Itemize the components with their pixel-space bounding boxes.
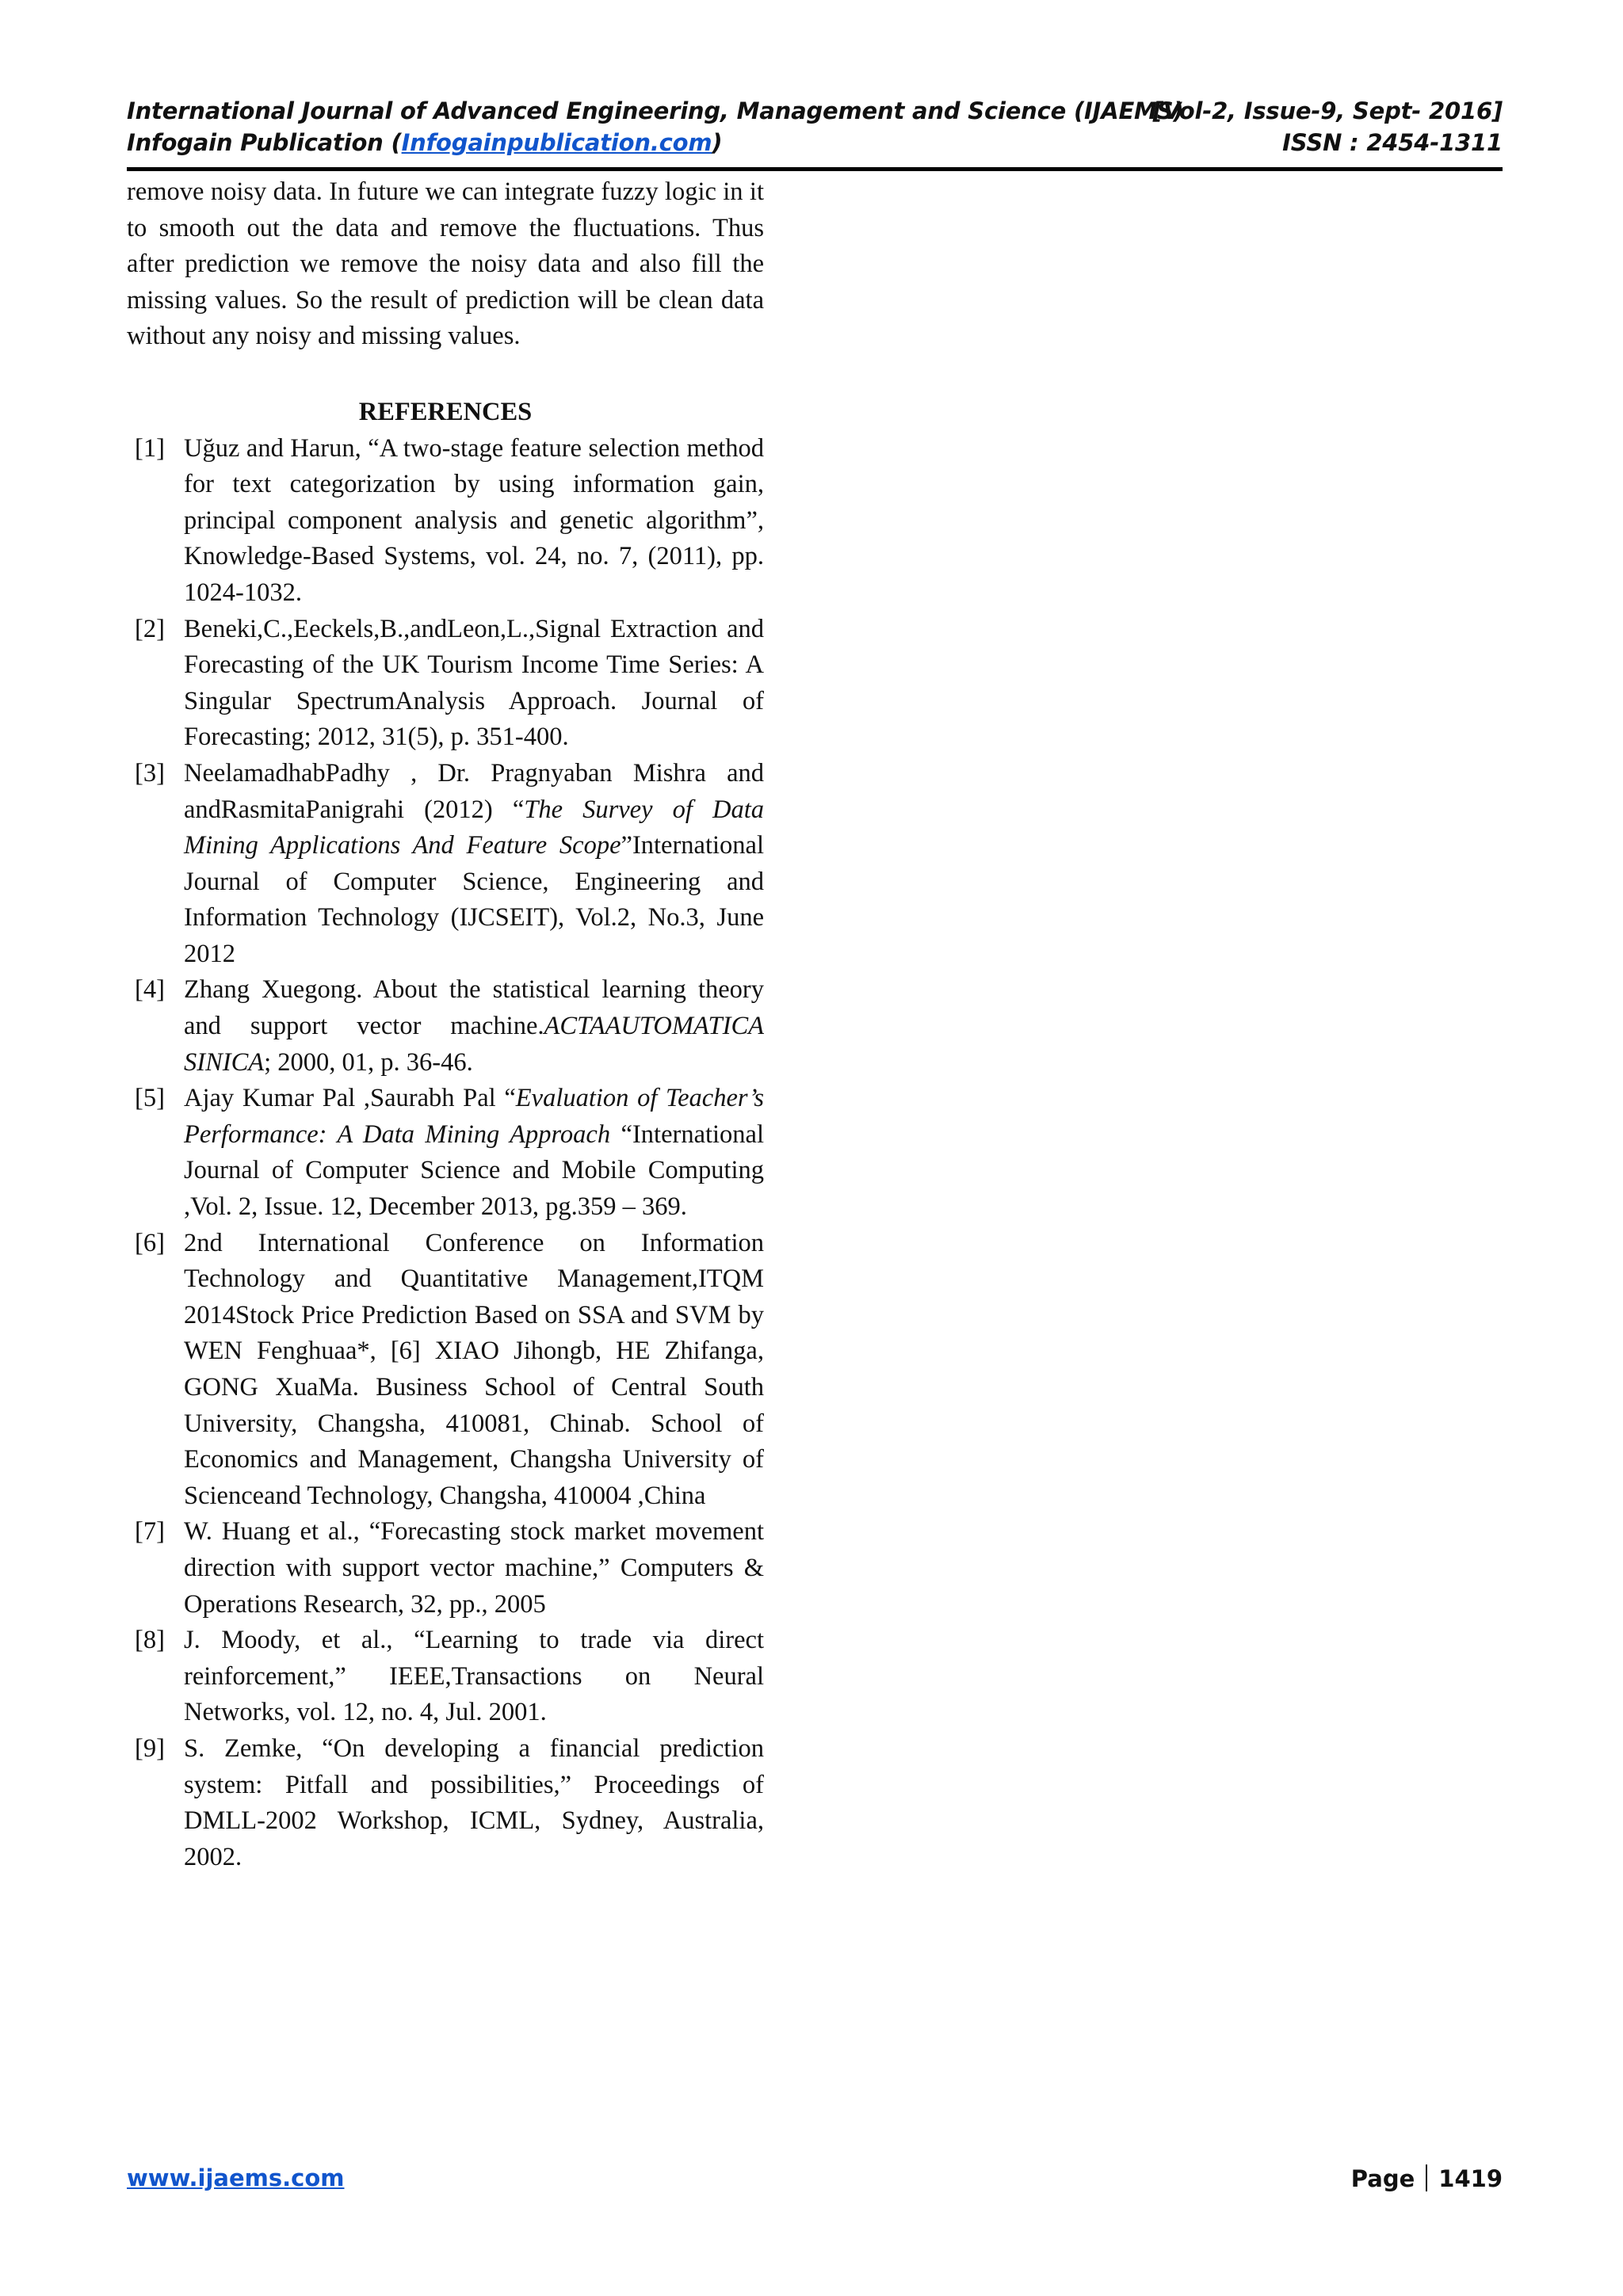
left-column [127,174,764,1875]
reference-number: [5] [135,1084,165,1113]
reference-text [184,615,764,752]
reference-text-part: NeelamadhabPadhy , Dr. Pragnyaban Mishra and andRasmitaPanigrahi (2012) “ [184,758,764,824]
reference-number: [6] [135,1228,165,1257]
reference-text-part: Zhang Xuegong. About the statistical learning theory and support vector machine. [184,975,764,1041]
reference-text [184,1517,764,1618]
page-separator [1426,2164,1427,2191]
reference-text-part: ”International Journal of Computer Science, Engineering and Information Technology (IJCSEIT), Vol.2, No.3, June 2012 [184,831,764,968]
reference-text-part: Beneki,C.,Eeckels,B.,andLeon,L.,Signal Extraction and Forecasting of the UK Tourism Income Time Series: A Singular SpectrumAnalysis Approach. Journal of Forecasting; 2012, 31(5), p. 351-400. [184,614,764,752]
reference-number: [1] [135,433,165,463]
page-number: 1419 [1438,2165,1503,2192]
reference-title-italic: The Survey of Data Mining Applications And Feature Scope [184,795,764,860]
reference-item [127,1623,764,1731]
body-paragraph: remove noisy data. In future we can integrate fuzzy logic in it to smooth out the data and remove the fluctuations. Thus after prediction we remove the noisy data and also fill the missing values. So the result of prediction will be clean data without any noisy and missing values. [127,177,764,351]
website-link[interactable]: www.ijaems.com [127,2164,345,2191]
reference-text [184,759,764,968]
reference-title-italic: Evaluation of Teacher’s Performance: A Data Mining Approach [184,1084,764,1149]
reference-item [127,1514,764,1623]
references-list [127,431,764,1876]
reference-text [184,434,764,607]
publisher [127,129,722,156]
reference-text-part: J. Moody, et al., “Learning to trade via direct reinforcement,” IEEE,Transactions on Neural Networks, vol. 12, no. 4, Jul. 2001. [184,1626,764,1727]
reference-text-part: Ajay Kumar Pal ,Saurabh Pal “ [184,1084,516,1113]
publisher-link[interactable]: Infogainpublication.com [401,129,712,156]
reference-item [127,1081,764,1225]
reference-item [127,972,764,1081]
reference-number: [8] [135,1626,165,1655]
page-footer [1351,2164,1503,2192]
header-row-2 [127,129,1503,161]
reference-text-part: Uğuz and Harun, “A two-stage feature selection method for text categorization by using information gain, principal component analysis and genetic algorithm”, Knowledge-Based Systems, vol. 24, no. 7, (2011), pp. 1024-1032. [184,433,764,607]
reference-text [184,975,764,1076]
reference-text [184,1626,764,1726]
reference-number: [4] [135,975,165,1005]
reference-number: [7] [135,1517,165,1547]
reference-item [127,1226,764,1515]
page-label: Page [1350,2165,1415,2192]
reference-title-italic: ACTAAUTOMATICA SINICA [184,1012,764,1077]
reference-number: [9] [135,1733,165,1763]
reference-text-part: S. Zemke, “On developing a financial prediction system: Pitfall and possibilities,” Proceedings of DMLL-2002 Workshop, ICML, Sydney, Australia, 2002. [184,1733,764,1871]
reference-item [127,431,764,612]
volume-issue: [Vol-2, Issue-9, Sept- 2016] [1152,97,1503,124]
reference-number: [3] [135,758,165,788]
reference-text [184,1229,764,1510]
reference-text-part: W. Huang et al., “Forecasting stock market movement direction with support vector machine,” Computers & Operations Research, 32, pp., 2005 [184,1517,764,1619]
header-rule [127,167,1503,171]
header-row-1 [127,97,1503,129]
reference-text [184,1734,764,1871]
reference-item [127,612,764,756]
reference-item [127,1731,764,1875]
reference-text-part: “International Journal of Computer Science and Mobile Computing ,Vol. 2, Issue. 12, December 2013, pg.359 – 369. [184,1119,765,1222]
issn: ISSN : 2454-1311 [1282,129,1503,156]
journal-title: International Journal of Advanced Engineering, Management and Science (IJAEMS) [127,97,1184,124]
publisher-prefix: Infogain Publication ( [127,129,402,156]
reference-text-part: ; 2000, 01, p. 36-46. [264,1047,473,1077]
references-heading: REFERENCES [358,397,533,426]
reference-text-part: 2nd International Conference on Information Technology and Quantitative Management,ITQM 2014Stock Price Prediction Based on SSA and SVM by WEN Fenghuaa*, [6] XIAO Jihongb, HE Zhifanga, GONG XuaMa. Business School of Central South University, Changsha, 410081, Chinab. School of Economics and Management, Changsha University of Scienceand Technology, Changsha, 410004 ,China [184,1228,764,1510]
reference-item [127,756,764,973]
reference-number: [2] [135,614,165,643]
reference-text [184,1084,764,1221]
publisher-suffix: ) [712,129,723,156]
